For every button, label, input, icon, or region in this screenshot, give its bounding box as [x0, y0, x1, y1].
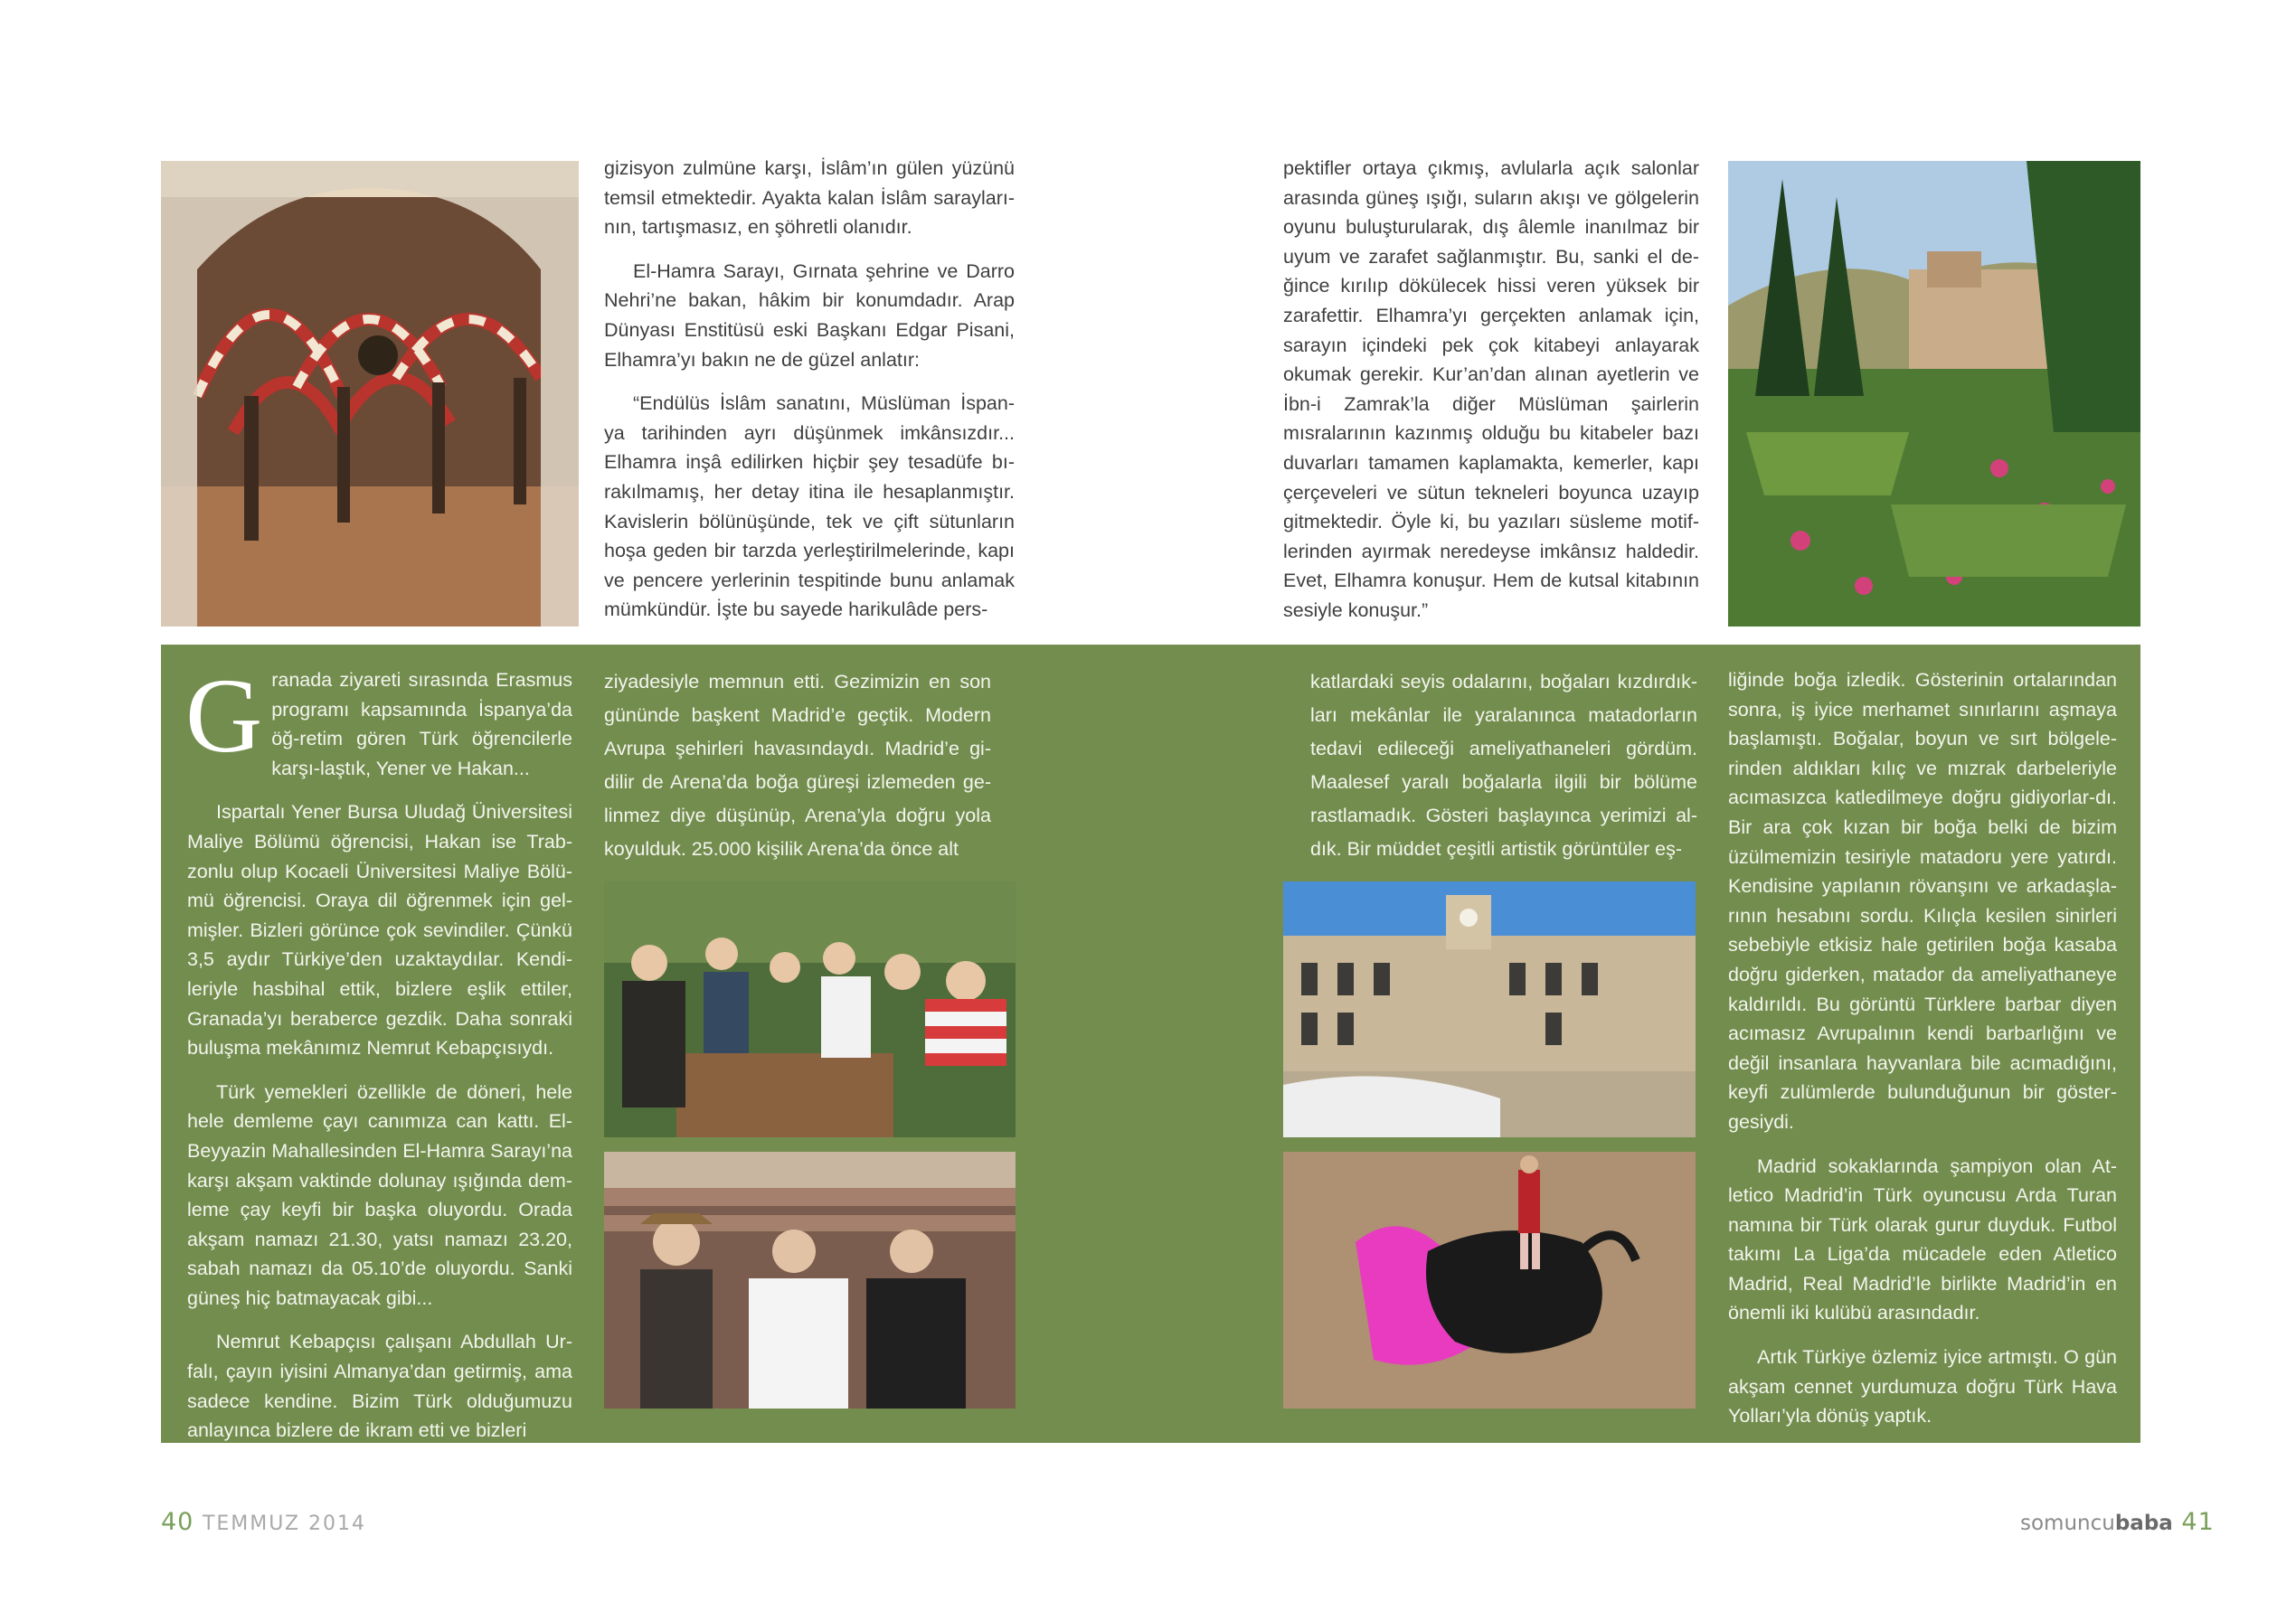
magazine-brand — [2020, 1512, 2173, 1535]
paragraph: liğinde boğa izledik. Gösterinin ortalarından sonra, iş iyice merhamet sınırlarını aşmaya başlamıştı. Boğalar, boyun ve sırt bölgele-rinden aldıkları kılıç ve mızrak darbeleriyle acımasızca katledilmeye doğru gidiyorlar-dı. Bir ara çok kızan bir boğa belki de bizim üzülmemizin tesiriyle matadoru yere yatırdı. Kendisine yapılanın rövanşını ve arkadaşla-rının hesabını sordu. Kılıçla kesilen sinirleri sebebiyle etkisiz hale getirilen boğa kasaba doğru giderken, matador da ameliyathaneye kaldırıldı. Bu görüntü Türklere barbar diyen acımasız Avrupalının kendi barbarlığını ve değil insanlara hayvanlara bile acımadığını, keyfi zulümlerde bulunduğunun bir göster-gesiydi. — [1728, 669, 2117, 1133]
photo-madrid-square — [1283, 881, 1696, 1137]
paragraph: pektifler ortaya çıkmış, avlularla açık salonlar arasında güneş ışığı, suların akışı ve gölgelerin oyunu buluşturularak, dış âlemle inanılmaz bir uyum ve zarafet sağlanmıştır. Bu, sanki el de-ğince kırılıp dökülecek hissi veren yüksek bir zarafettir. Elhamra’yı gerçekten anlamak için, sarayın içindeki pek çok kitabeyi anlayarak okumak gerekir. Kur’an’dan alınan ayetlerin ve İbn-i Zamrak’la diğer Müslüman şairlerin mısralarının kazınmış olduğu bu kitabeler bazı duvarları tamamen kaplamakta, kemerler, kapı çerçeveleri ve sütun tekneleri boyunca uzayıp gitmektedir. Öyle ki, bu yazıları süsleme motif-lerinden ayırmak neredeyse imkânsız haldedir. Evet, Elhamra konuşur. Hem de kutsal kitabının sesiyle konuşur.” — [1283, 157, 1699, 621]
paragraph: ziyadesiyle memnun etti. Gezimizin en son gününde başkent Madrid’e geçtik. Modern Avrupa şehirleri havasındaydı. Madrid’e gi-dilir de Arena’da boğa güreşi izlemeden ge-linmez diye düşünüp, Arena’yla doğru yola koyulduk. 25.000 kişilik Arena’da önce alt — [604, 671, 991, 860]
article-column-top-right — [1283, 154, 1699, 626]
photo-alhambra-gardens — [1728, 161, 2140, 627]
brand-light: somuncu — [2020, 1512, 2115, 1535]
green-column-2 — [604, 665, 991, 866]
right-folio — [2020, 1508, 2215, 1536]
paragraph: “Endülüs İslâm sanatını, Müslüman İspan-ya tarihinden ayrı düşünmek imkânsızdır... Elhamra inşâ edilirken hiçbir şey tesadüfe bı-rakılmamış, her detay itina ile hesaplanmıştır. Kavislerin bölünüşünde, tek ve çift sütunların hoşa geden bir tarzda yerleştirilmelerinde, kapı ve pencere yerlerinin tespitinde bunu anlamak mümkündür. İşte bu sayede harikulâde pers- — [604, 392, 1015, 621]
photo-mosque-arches — [161, 161, 579, 627]
left-page-number: 40 — [161, 1508, 194, 1536]
drop-cap: G — [185, 656, 263, 775]
issue-date: TEMMUZ 2014 — [202, 1512, 367, 1535]
paragraph: katlardaki seyis odalarını, boğaları kızdırdık-ları mekânlar ile yaralanınca matadorların tedavi edileceği ameliyathaneleri gördüm. Maalesef yaralı boğalarla ilgili bir bölüme rastlamadık. Gösteri başlayınca yerimizi al-dık. Bir müddet çeşitli artistik görüntüler eş- — [1310, 671, 1697, 860]
green-column-3 — [1310, 665, 1697, 866]
intro-text: ranada ziyareti sırasında Erasmus programı kapsamında İspanya’da öğ-retim gören Türk öğrencilerle karşı-laştık, Yener ve Hakan... — [271, 669, 572, 779]
paragraph: Artık Türkiye özlemiz iyice artmıştı. O gün akşam cennet yurdumuza doğru Türk Hava Yolları’yla dönüş yaptık. — [1728, 1346, 2117, 1428]
paragraph: Ispartalı Yener Bursa Uludağ Üniversitesi Maliye Bölümü öğrencisi, Hakan ise Trab-zonlu olup Kocaeli Üniversitesi Maliye Bölü-mü öğrencisi. Oraya dil öğrenmek için gel-mişler. Bizleri görünce çok sevindiler. Çünkü 3,5 aydır Türkiye’den uzaktaydılar. Kendi-leriyle hasbihal ettik, bizlere eşlik ettiler, Granada’yı beraberce gezdik. Daha sonraki buluşma mekânımız Nemrut Kebapçısıydı. — [187, 801, 572, 1060]
photo-group-arena — [604, 1152, 1016, 1409]
green-column-1 — [185, 656, 572, 1446]
brand-bold: baba — [2114, 1512, 2173, 1535]
photo-bullfight — [1283, 1152, 1696, 1409]
left-folio — [161, 1508, 366, 1536]
photo-group-restaurant — [604, 881, 1016, 1137]
article-column-top-left — [604, 154, 1015, 625]
paragraph: Türk yemekleri özellikle de döneri, hele hele demleme çayı canımıza can kattı. El-Beyyazin Mahallesinden El-Hamra Sarayı’na karşı akşam vaktinde dolunay ışığında dem-leme çay keyfi bir başka oluyordu. Orada akşam namazı 21.30, yatsı namazı 23.20, sabah namazı da 05.10’de oluyordu. Sanki güneş hiç batmayacak gibi... — [187, 1080, 572, 1309]
paragraph-intro — [185, 656, 572, 783]
paragraph: Nemrut Kebapçısı çalışanı Abdullah Ur-falı, çayın iyisini Almanya’dan getirmiş, ama sadece kendine. Bizim Türk olduğumuzu anlayınca bizlere de ikram etti ve bizleri — [187, 1331, 572, 1442]
paragraph: Madrid sokaklarında şampiyon olan At-letico Madrid’in Türk oyuncusu Arda Turan namına bir Türk olarak gurur duyduk. Futbol takımı La Liga’da mücadele eden Atletico Madrid, Real Madrid’le birlikte Madrid’in en önemli iki kulübü arasındadır. — [1728, 1154, 2117, 1324]
paragraph: gizisyon zulmüne karşı, İslâm’ın gülen yüzünü temsil etmektedir. Ayakta kalan İslâm sarayları-nın, tartışmasız, en şöhretli olanıdır. — [604, 157, 1015, 239]
green-column-4 — [1728, 665, 2117, 1431]
paragraph: El-Hamra Sarayı, Gırnata şehrine ve Darro Nehri’ne bakan, hâkim bir konumdadır. Arap Dünyası Enstitüsü eski Başkanı Edgar Pisani, Elhamra’yı bakın ne de güzel anlatır: — [604, 259, 1015, 371]
right-page-number: 41 — [2181, 1508, 2215, 1536]
